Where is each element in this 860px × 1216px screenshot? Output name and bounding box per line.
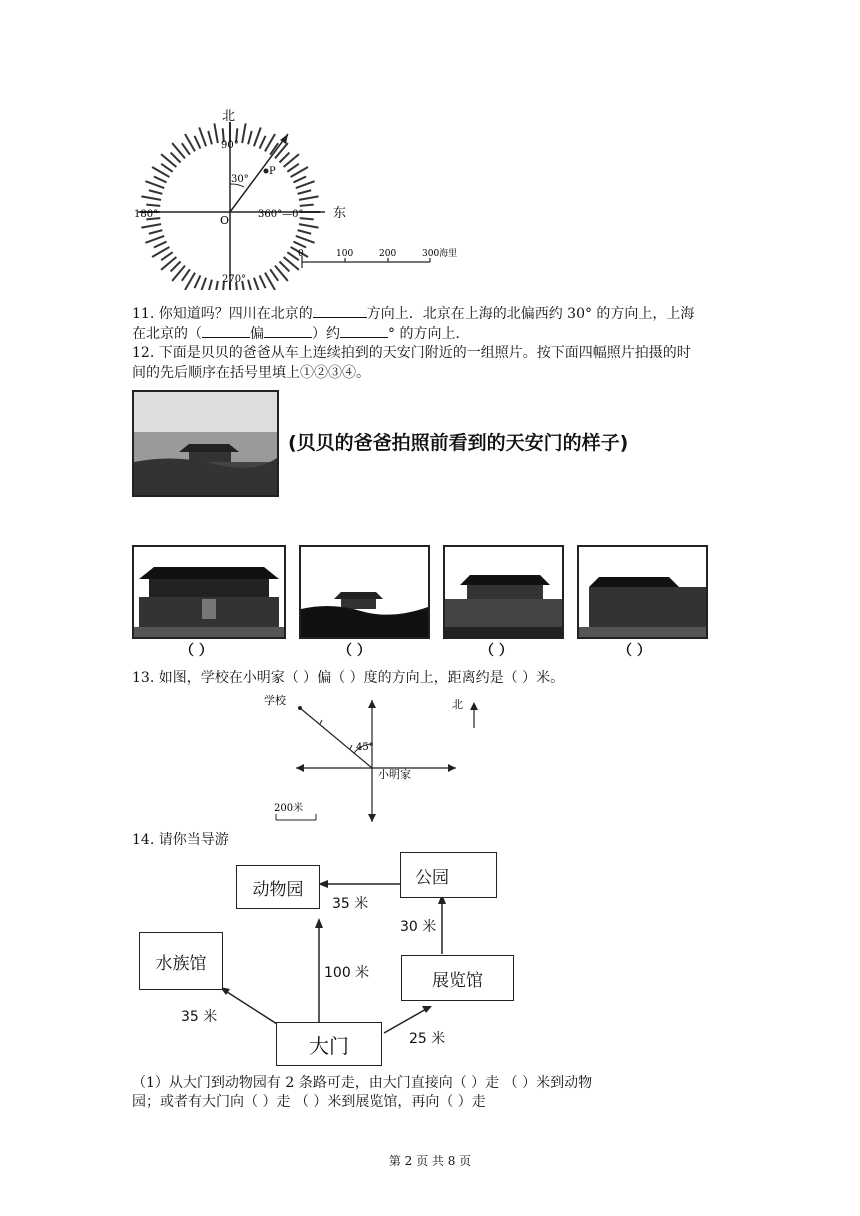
blank-1[interactable] — [313, 303, 367, 318]
compass-tick — [214, 281, 217, 290]
photo-4 — [577, 545, 708, 639]
scale-200m: 200米 — [274, 803, 304, 814]
compass-tick — [141, 196, 161, 199]
compass-tick — [298, 190, 312, 194]
deg360-label: 360°—0° — [258, 209, 304, 220]
distance-35-left: 35 米 — [181, 1009, 218, 1025]
compass-tick — [171, 153, 181, 163]
compass-tick — [260, 275, 266, 288]
scale-100: 100 — [336, 249, 354, 259]
park-box: 公园 — [400, 852, 497, 898]
compass-tick — [214, 123, 217, 143]
exhibition-box: 展览馆 — [401, 955, 514, 1001]
compass-tick — [149, 190, 163, 194]
scale-200: 200 — [379, 249, 397, 259]
compass-tick — [149, 230, 163, 234]
compass-tick — [260, 136, 266, 149]
compass-tick — [299, 196, 319, 199]
compass-tick — [208, 131, 212, 145]
deg30-label: 30° — [231, 174, 249, 185]
deg180-label: 180° — [134, 209, 159, 220]
scale-0: 0 — [298, 249, 304, 259]
compass-tick — [141, 224, 161, 227]
photo-1 — [132, 545, 286, 639]
order-blank-4[interactable]: （ ） — [618, 643, 651, 659]
compass-tick — [182, 143, 190, 154]
compass-tick — [208, 280, 212, 290]
deg90-label: 90° — [221, 140, 239, 151]
compass-tick — [279, 261, 289, 271]
compass-tick — [171, 261, 181, 271]
q13-diagram — [260, 690, 500, 830]
q12-line1: 12. 下面是贝贝的爸爸从车上连续拍到的天安门附近的一组照片。按下面四幅照片拍摄的时 — [132, 345, 691, 361]
compass-tick — [145, 236, 164, 243]
photo-2 — [299, 545, 430, 639]
photo-caption: (贝贝的爸爸拍照前看到的天安门的样子) — [288, 432, 629, 454]
compass-tick — [195, 275, 201, 288]
angle-45-label: 45° — [356, 742, 374, 753]
compass-tick — [145, 181, 164, 188]
aquarium-box: 水族馆 — [139, 932, 223, 990]
compass-tick — [161, 252, 172, 260]
order-blank-1[interactable]: （ ） — [180, 643, 213, 659]
school-label: 学校 — [264, 694, 286, 707]
page-footer: 第 2 页 共 8 页 — [388, 1154, 472, 1168]
compass-tick — [296, 236, 315, 243]
order-blank-3[interactable]: （ ） — [480, 643, 513, 659]
compass-tick — [299, 224, 319, 227]
zoo-box: 动物园 — [236, 865, 320, 909]
photo-3 — [443, 545, 564, 639]
compass-tick — [298, 230, 312, 234]
compass-tick — [300, 205, 314, 206]
compass-tick — [161, 164, 172, 172]
east-label: 东 — [333, 206, 347, 221]
compass-tick — [182, 269, 190, 280]
blank-4[interactable] — [340, 323, 388, 338]
q13-question: 13. 如图，学校在小明家（ ）偏（ ）度的方向上，距离约是（ ）米。 — [132, 670, 565, 686]
compass-tick — [254, 127, 261, 146]
scale-300: 300海里 — [422, 249, 458, 259]
distance-30: 30 米 — [400, 919, 437, 935]
north-label-q13: 北 — [452, 698, 463, 711]
q11-line1: 11. 你知道吗？四川在北京的 方向上．北京在上海的北偏西约 30° 的方向上，上海 — [132, 303, 694, 324]
tiananmen-reference-photo — [132, 390, 279, 497]
compass-tick — [242, 123, 245, 143]
compass-tick — [279, 153, 289, 163]
compass-figure — [130, 100, 490, 290]
compass-tick — [270, 269, 278, 280]
distance-25: 25 米 — [409, 1031, 446, 1047]
gate-box: 大门 — [276, 1022, 382, 1066]
home-label: 小明家 — [378, 768, 411, 781]
compass-tick — [254, 278, 261, 290]
q12-line2: 间的先后顺序在括号里填上①②③④。 — [132, 365, 370, 381]
q14-title: 14. 请你当导游 — [132, 832, 229, 848]
blank-3[interactable] — [264, 323, 312, 338]
point-p — [264, 169, 269, 174]
compass-tick — [195, 136, 201, 149]
compass-tick — [248, 280, 252, 290]
compass-tick — [287, 164, 298, 172]
q14-sub1-line2: 园；或者有大门向（ ）走 （ ）米到展览馆，再向（ ）走 — [132, 1094, 486, 1110]
compass-tick — [293, 242, 306, 248]
p-label: P — [269, 166, 276, 177]
compass-tick — [296, 181, 315, 188]
blank-2[interactable] — [202, 323, 250, 338]
q11-line2: 在北京的（ 偏 ）约 ° 的方向上． — [132, 323, 469, 344]
compass-tick — [199, 127, 206, 146]
north-label: 北 — [222, 109, 236, 124]
compass-tick — [154, 242, 167, 248]
o-label: O — [220, 214, 230, 227]
compass-tick — [248, 131, 252, 145]
distance-35-top: 35 米 — [332, 896, 369, 912]
q14-sub1-line1: （1）从大门到动物园有 2 条路可走，由大门直接向（ ）走 （ ）米到动物 — [132, 1075, 593, 1091]
compass-tick — [154, 177, 167, 183]
compass-tick — [293, 177, 306, 183]
distance-100: 100 米 — [324, 965, 370, 981]
deg270-label: 270° — [222, 274, 247, 285]
compass-tick — [199, 278, 206, 290]
order-blank-2[interactable]: （ ） — [338, 643, 371, 659]
compass-tick — [146, 205, 160, 206]
